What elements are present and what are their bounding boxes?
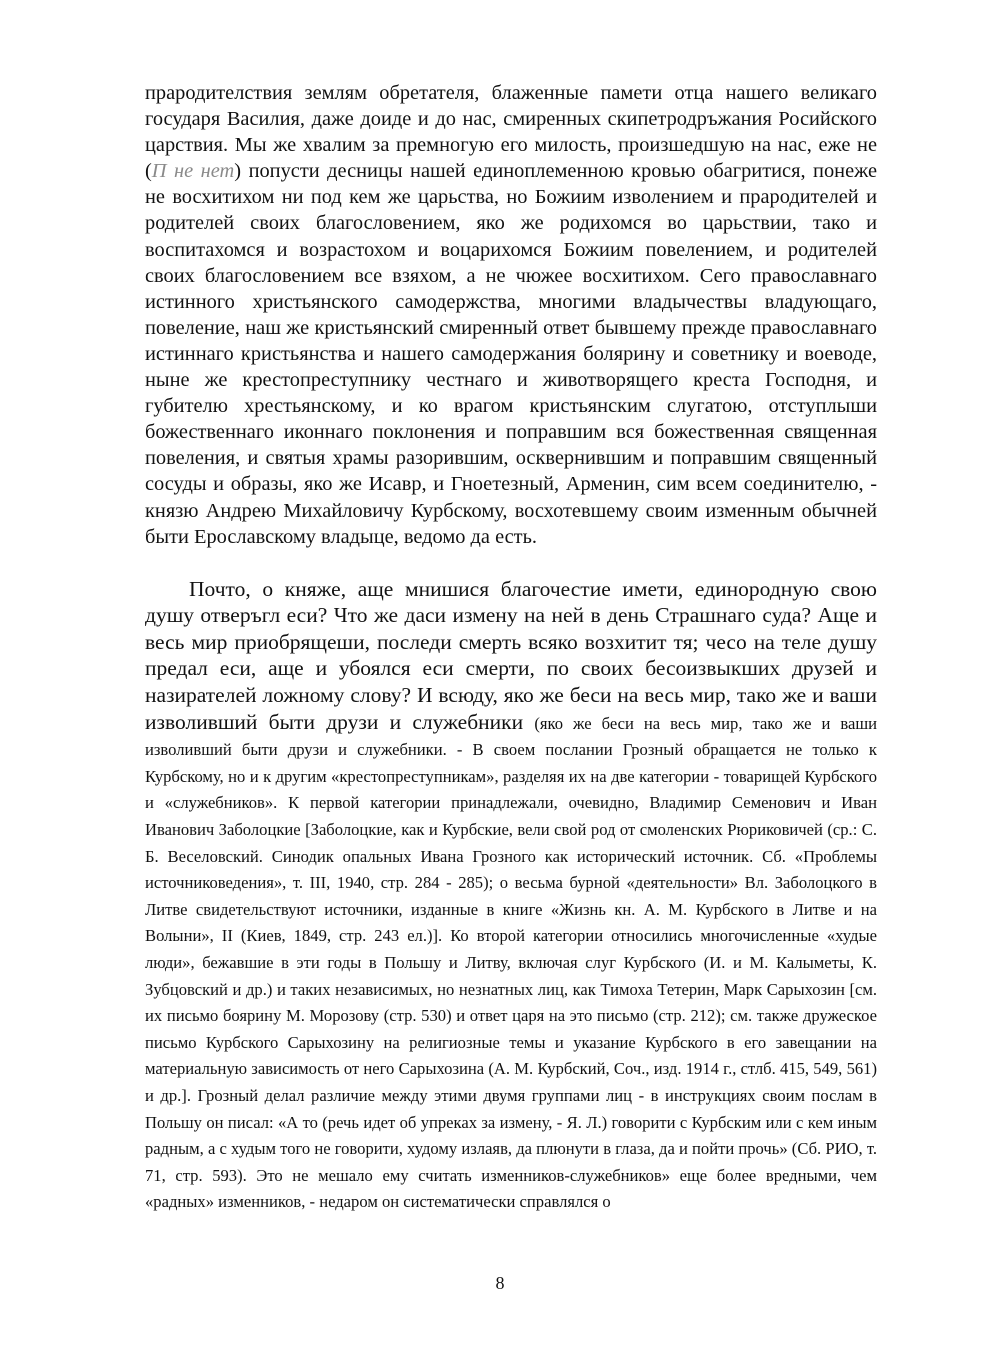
page-number: 8 bbox=[495, 1273, 505, 1293]
paragraph-2-main-text: Почто, о княже, аще мнишися благочестие имети, единородную свою душу отверъгл еси? Что же даси измену на ней в день Страшнаго суда? Аще и весь мир приобрящеши, последи смерть всяко возхитит тя; чесо на теле душу предал еси, аще и убоялся еси смерти, по своих бесоизвыкших друзей и назирателей ложному слову? И всюду, яко же беси на весь мир, тако же и ваши изволивший быти друзи и служебники bbox=[145, 576, 877, 734]
document-page bbox=[145, 80, 877, 1214]
paragraph-1 bbox=[145, 80, 877, 550]
footnote-commentary: (яко же беси на весь мир, тако же и ваши изволивший быти друзи и служебники. - В своем послании Грозный обращается не только к Курбскому, но и к другим «крестопреступникам», разделяя их на две категории - товарищей Курбского и «служебников». К первой категории принадлежали, очевидно, Владимир Семенович и Иван Иванович Заболоцкие [Заболоцкие, как и Курбские, вели свой род от смоленских Рюриковичей (ср.: С. Б. Веселовский. Синодик опальных Ивана Грозного как исторический источник. Сб. «Проблемы источниковедения», т. III, 1940, стр. 284 - 285); о весьма бурной «деятельности» Вл. Заболоцкого в Литве свидетельствуют источники, изданные в книге «Жизнь кн. А. М. Курбского в Литве и на Волыни», II (Киев, 1849, стр. 243 ел.)]. Ко второй категории относились многочисленные «худые люди», бежавшие в эти годы в Польшу и Литву, включая слуг Курбского (И. и М. Калыметы, К. Зубцовский и др.) и таких независимых, но незнатных лиц, как Тимоха Тетерин, Марк Сарыхозин [см. их письмо боярину М. Морозову (стр. 530) и ответ царя на это письмо (стр. 212); см. также дружеское письмо Курбского Сарыхозину на религиозные темы и указание Курбского в его завещании на материальную зависимость от него Сарыхозина (А. М. Курбский, Соч., изд. 1914 г., стлб. 415, 549, 561) и др.]. Грозный делал различие между этими двумя группами лиц - в инструкциях своим послам в Польшу он писал: «А то (речь идет об упреках за измену, - Я. Л.) говорити с Курбским или с кем иным радным, а с худым того не говорити, худому излаяв, да плюнути в глаза, да и пойти прочь» (Сб. РИО, т. 71, стр. 593). Это не мешало ему считать изменников-служебников» еще более вредными, чем «радных» изменников, - недаром он систематически справлялся о bbox=[145, 713, 878, 1212]
editorial-insert: П не нет bbox=[151, 160, 235, 183]
paragraph-1-text-start: прародителствия землям обретателя, блаженные памети отца нашего великаго государя Василия, даже доиде и до нас, смиренных скипетродръжания Росийского царствия. Мы же хвалим за премногую его милость, произшедшую на нас, еже не ( bbox=[145, 82, 877, 183]
paragraph-2 bbox=[145, 576, 877, 1214]
paragraph-1-text-end: ) попусти десницы нашей единоплеменною кровью обагритися, понеже не восхитихом ни под кем же царьства, но Божиим изволением и прародителей и родителей своих благословением, яко же родихомся во царьствии, тако и воспитахомся и возрастохом и воцарихомся Божиим повелением, и родителей своих благословением все взяхом, а не чюжее восхитихом. Сего православнаго истинного христьянского самодержства, многими владычествы владующаго, повеление, наш же кристьянский смиренный ответ бывшему прежде православнаго истиннаго кристьянства и нашего самодержания болярину и советнику и воеводе, ныне же крестопреступнику честнаго и животворящего креста Господня, и губителю хрестьянскому, и ко врагом кристьянским слугатою, отступлыши божественнаго иконнаго поклонения и поправшим вся божественная священная повеления, и святыя храмы разорившим, осквернившим и поправшим священный сосуды и образы, яко же Исавр, и Гноетезный, Арменин, сим всем соединителю, - князю Андрею Михайловичу Курбскому, восхотевшему своим изменным обычней быти Ерославскому владыце, ведомо да есть. bbox=[145, 160, 877, 548]
